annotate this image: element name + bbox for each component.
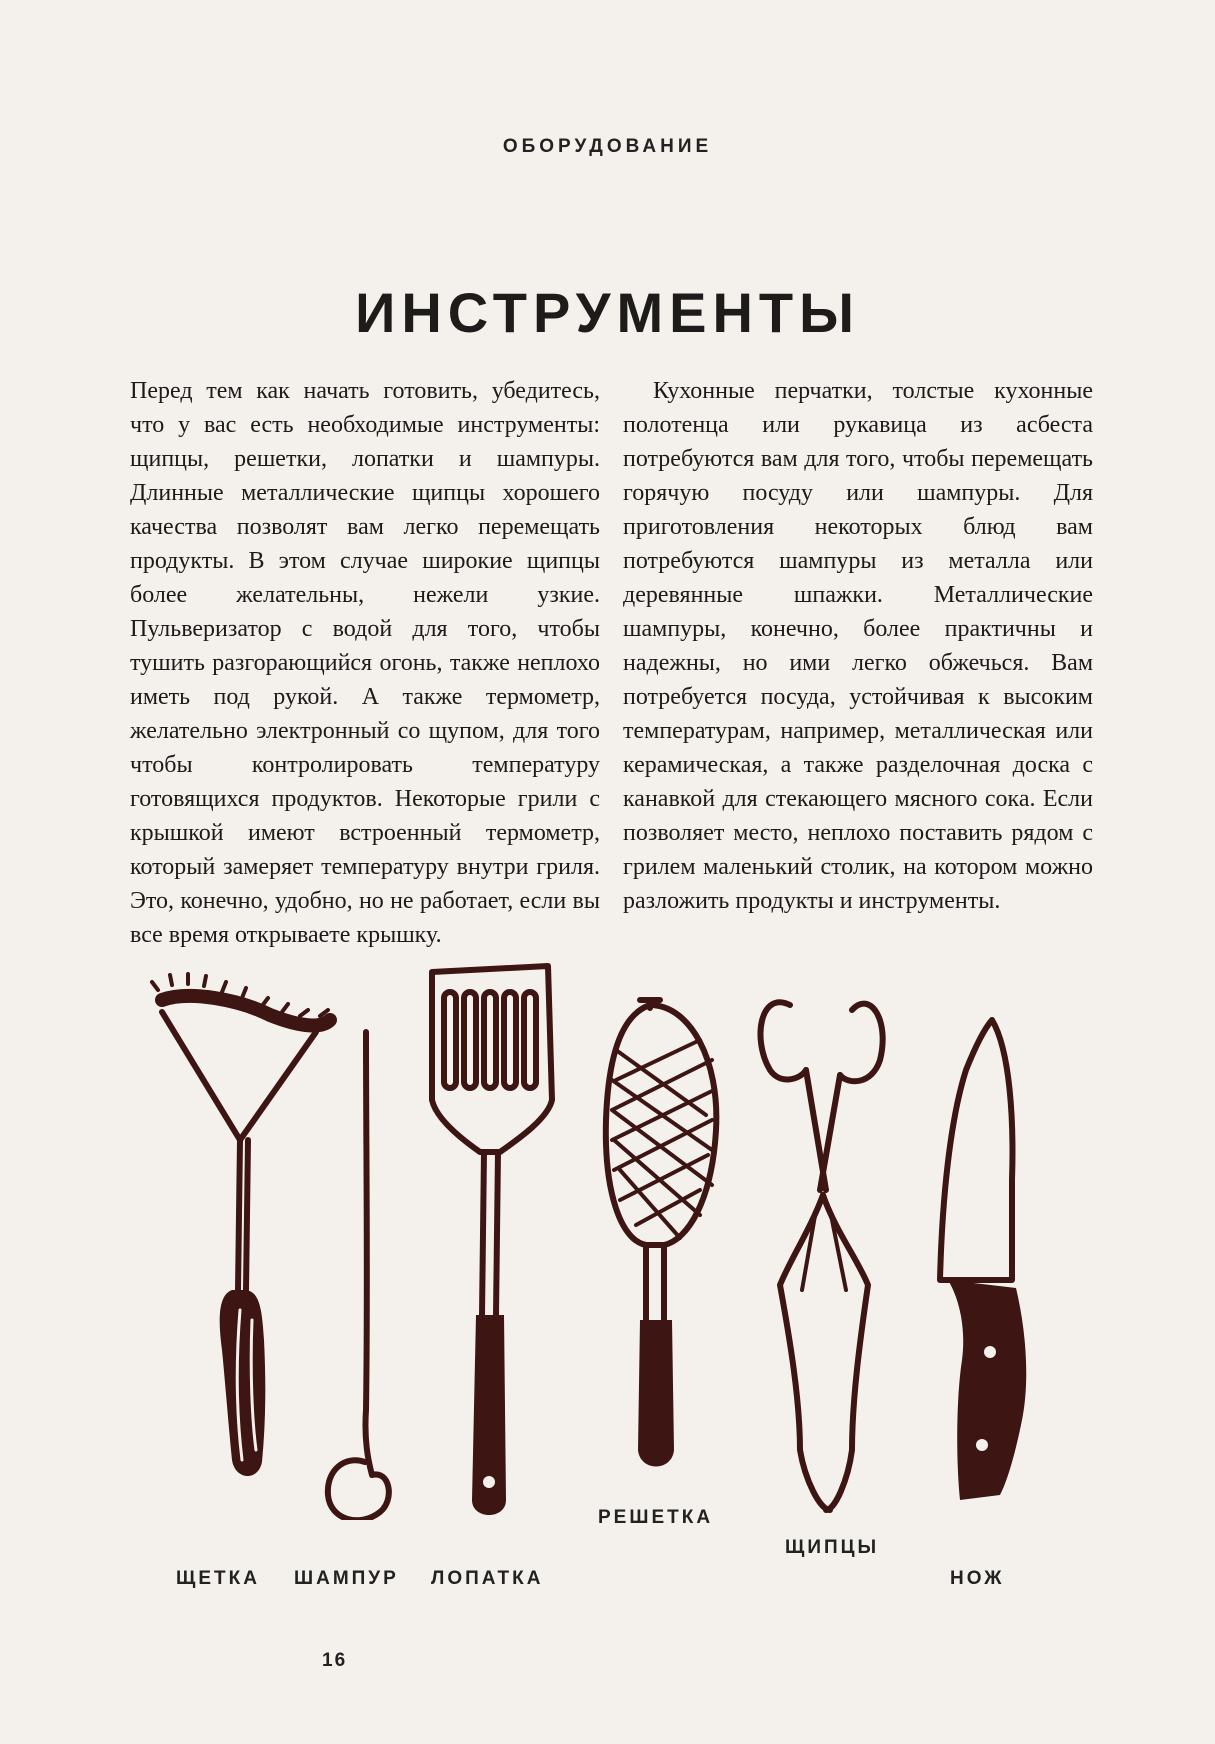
tool-label-skewer: ШАМПУР [294,1568,399,1589]
grill-basket-icon [606,1000,717,1467]
page-title: ИНСТРУМЕНТЫ [355,281,860,344]
tool-label-brush: ЩЕТКА [176,1568,260,1589]
tool-label-tongs: ЩИПЦЫ [785,1537,880,1558]
grill-brush-icon [152,974,330,1476]
knife-icon [940,1020,1026,1500]
tool-label-spatula: ЛОПАТКА [431,1568,544,1589]
skewer-icon [328,1032,389,1520]
page-number: 16 [322,1650,348,1671]
tongs-icon [760,1002,882,1510]
spatula-icon [432,966,552,1515]
section-label: ОБОРУДОВАНИЕ [502,136,713,157]
tool-label-knife: НОЖ [950,1568,1005,1589]
tool-label-grill-basket: РЕШЕТКА [598,1507,714,1528]
tools-illustration [0,960,1215,1520]
body-text-left-column: Перед тем как начать готовить, убедитесь, что у вас есть необходимые инструменты: щипцы, решетки, лопатки и шампуры. Длинные металлические щипцы хорошего качества позволят вам легко перемещать продукты. В этом случае широкие щипцы более желательны, нежели узкие. Пульверизатор с водой для того, чтобы тушить разгорающийся огонь, также неплохо иметь под рукой. А также термометр, желательно электронный со щупом, для того чтобы контролировать температуру готовящихся продуктов. Некоторые грили с крышкой имеют встроенный термометр, который замеряет температуру внутри гриля. Это, конечно, удобно, но не работает, если вы все время открываете крышку. [130,378,600,948]
body-text-right-column: Кухонные перчатки, толстые кухонные полотенца или рукавица из асбеста потребуются вам для того, чтобы перемещать горячую посуду или шампуры. Для приготовления некоторых блюд вам потребуются шампуры из металла или деревянные шпажки. Металлические шампуры, конечно, более практичны и надежны, но ими легко обжечься. Вам потребуется посуда, устойчивая к высоким температурам, например, металлическая или керамическая, а также разделочная доска с канавкой для стекающего мясного сока. Если позволяет место, неплохо поставить рядом с грилем маленький столик, на котором можно разложить продукты и инструменты. [623,378,1093,914]
